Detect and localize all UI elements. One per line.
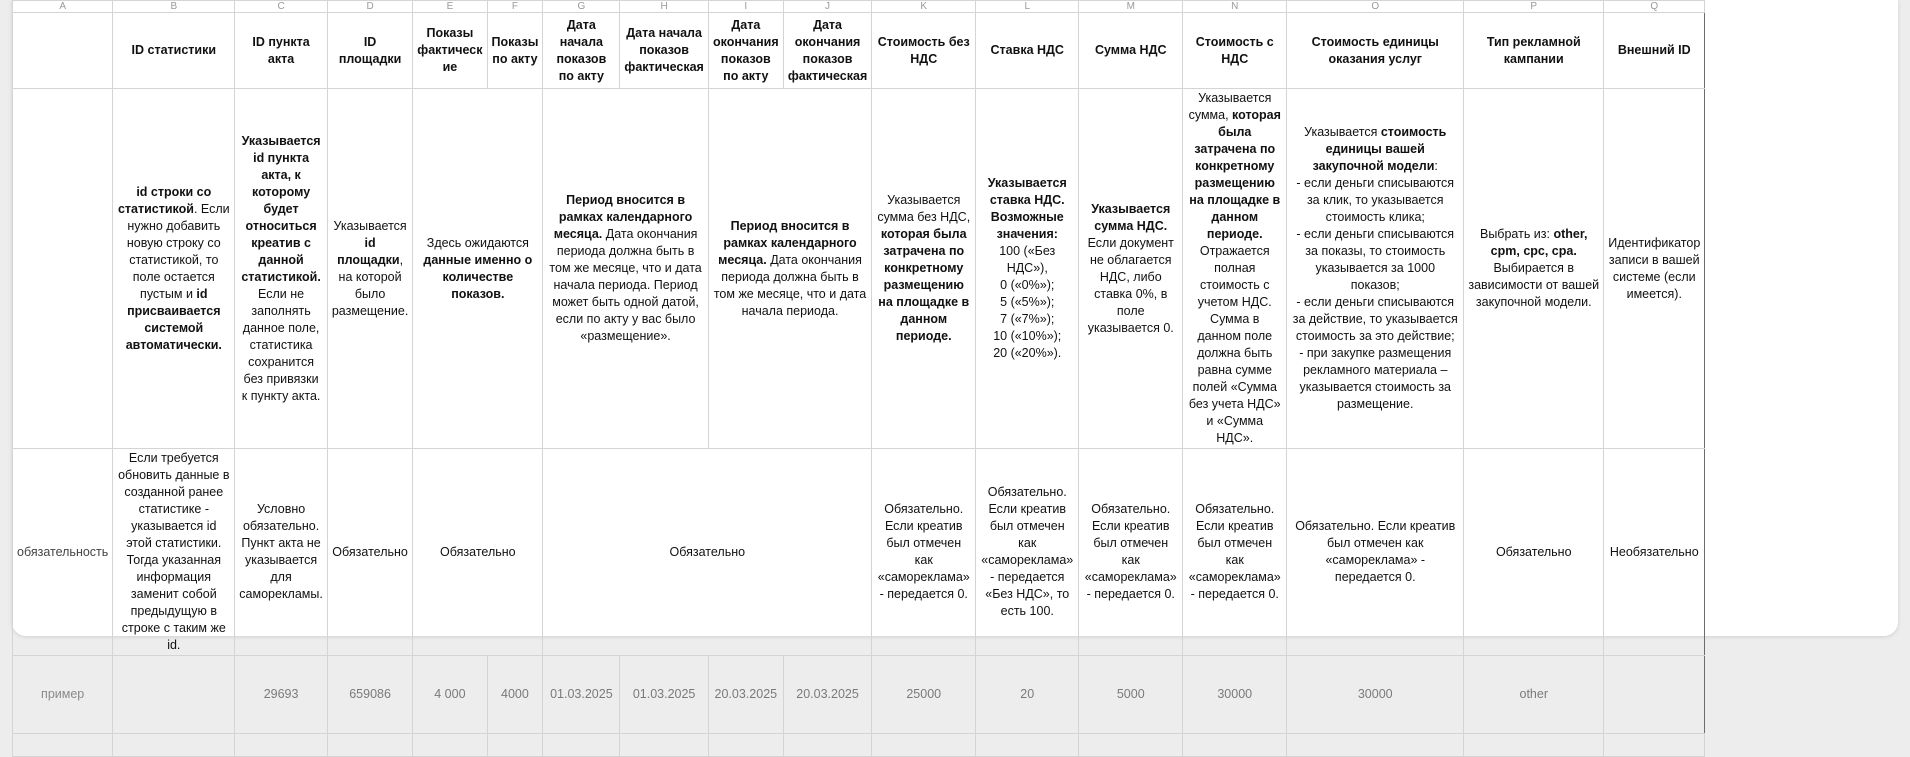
desc-vat-amount[interactable] (1079, 89, 1183, 449)
desc-ij-part2: Дата окончания периода должна быть в том же месяце, что и дата начала периода. (713, 252, 867, 318)
header-unit-cost[interactable]: Стоимость единицы оказания услуг (1287, 13, 1464, 89)
row-label-required[interactable]: обязательность (13, 449, 113, 656)
desc-o-part1: Указывается (1304, 125, 1381, 139)
req-id-statistics[interactable]: Если требуется обновить данные в созданной ранее статистике - указывается id этой статистики. Тогда указанная информация заменит собой предыдущую в строке с таким же id. (113, 449, 235, 656)
empty-cell-l[interactable] (976, 734, 1079, 757)
empty-cell-e[interactable] (413, 734, 487, 757)
desc-d-part2: id площадки (337, 235, 400, 267)
ex-start-date-actual[interactable]: 01.03.2025 (620, 656, 708, 734)
desc-n-part3: Отражается полная стоимость с учетом НДС. Сумма в данном поле должна быть равна сумме полей «Сумма без учета НДС» и «Сумма НДС». (1188, 244, 1281, 445)
vat-value-2: 5 («5%»); (1000, 295, 1055, 309)
empty-cell-m[interactable] (1079, 734, 1183, 757)
column-letter-k[interactable]: K (872, 1, 976, 13)
column-letter-l[interactable]: L (976, 1, 1079, 13)
desc-k-part2: которая была затрачена по конкретному размещению на площадке в данном периоде. (878, 227, 970, 343)
unit-cost-item-2: - если деньги списываются за действие, то указывается стоимость за это действие; (1292, 295, 1458, 343)
desc-campaign-type[interactable] (1464, 89, 1604, 449)
ex-unit-cost[interactable]: 30000 (1287, 656, 1464, 734)
ex-cost-with-vat[interactable]: 30000 (1183, 656, 1287, 734)
header-start-date-actual[interactable]: Дата начала показов фактическая (620, 13, 708, 89)
empty-cell-i[interactable] (708, 734, 783, 757)
header-impressions-actual[interactable]: Показы фактическ ие (413, 13, 487, 89)
empty-cell-d[interactable] (327, 734, 412, 757)
unit-cost-item-0: - если деньги списываются за клик, то указывается стоимость клика; (1296, 176, 1455, 224)
required-row (13, 449, 1705, 656)
desc-ef-part2: данные именно о количестве показов. (423, 252, 533, 301)
desc-m-part1: Указывается сумма НДС. (1091, 201, 1171, 233)
desc-cost-without-vat[interactable] (872, 89, 976, 449)
desc-id-act-item[interactable] (235, 89, 328, 449)
desc-b-part2: . Если нужно добавить новую строку со статистикой, то поле остается пустым и (126, 201, 230, 301)
empty-cell-o[interactable] (1287, 734, 1464, 757)
desc-k-part1: Указывается сумма без НДС, (877, 193, 971, 224)
column-letter-d[interactable]: D (327, 1, 412, 13)
header-vat-rate[interactable]: Ставка НДС (976, 13, 1079, 89)
desc-p-part1: Выбрать из: (1479, 227, 1554, 241)
empty-cell-h[interactable] (620, 734, 708, 757)
req-vat-rate[interactable]: Обязательно. Если креатив был отмечен как «самореклама» - передается «Без НДС», то есть 100. (976, 449, 1079, 656)
req-id-act-item[interactable]: Условно обязательно. Пункт акта не указывается для саморекламы. (235, 449, 328, 656)
desc-cost-with-vat[interactable] (1183, 89, 1287, 449)
empty-cell-g[interactable] (543, 734, 620, 757)
ex-end-date-actual[interactable]: 20.03.2025 (783, 656, 871, 734)
unit-cost-item-1: - если деньги списываются за показы, то стоимость указывается за 1000 показов; (1296, 227, 1455, 292)
ex-impressions-act[interactable]: 4000 (487, 656, 543, 734)
column-letter-e[interactable]: E (413, 1, 487, 13)
header-id-platform[interactable]: ID площадки (327, 13, 412, 89)
desc-external-id[interactable]: Идентификатор записи в вашей системе (если имеется). (1604, 89, 1705, 449)
req-impressions[interactable]: Обязательно (413, 449, 543, 656)
desc-d-part3: , на которой было размещение. (331, 252, 409, 318)
desc-c-part1: Указывается id пункта акта, к которому будет относиться креатив с данной статистикой. (241, 133, 321, 284)
column-letter-o[interactable]: O (1287, 1, 1464, 13)
desc-n-part1: Указывается сумма, (1188, 91, 1272, 122)
cell-a-description[interactable] (13, 89, 113, 449)
vat-value-1: 0 («0%»); (1000, 278, 1055, 292)
ex-cost-without-vat[interactable]: 25000 (872, 656, 976, 734)
header-start-date-act[interactable]: Дата начала показов по акту (543, 13, 620, 89)
desc-c-part2: Если не заполнять данное поле, статистика сохранится без привязки к пункту акта. (241, 286, 321, 403)
header-impressions-act[interactable]: Показы по акту (487, 13, 543, 89)
req-id-platform[interactable]: Обязательно (327, 449, 412, 656)
desc-unit-cost[interactable] (1287, 89, 1464, 449)
example-row (13, 656, 1705, 734)
ex-external-id[interactable] (1604, 656, 1705, 734)
desc-ef-part1: Здесь ожидаются (426, 235, 529, 250)
column-letter-h[interactable]: H (620, 1, 708, 13)
header-cost-with-vat[interactable]: Стоимость с НДС (1183, 13, 1287, 89)
empty-cell-c[interactable] (235, 734, 328, 757)
column-letter-p[interactable]: P (1464, 1, 1604, 13)
unit-cost-item-3: - при закупке размещения рекламного материала – указывается стоимость за размещение. (1299, 346, 1452, 411)
header-end-date-actual[interactable]: Дата окончания показов фактическая (783, 13, 871, 89)
spreadsheet (12, 0, 1898, 701)
header-id-act-item[interactable]: ID пункта акта (235, 13, 328, 89)
ex-vat-amount[interactable]: 5000 (1079, 656, 1183, 734)
desc-gh-part1: Период вносится в рамках календарного месяца. (553, 193, 693, 241)
empty-cell-a[interactable] (13, 734, 113, 757)
desc-end-dates[interactable] (708, 89, 871, 449)
header-end-date-act[interactable]: Дата окончания показов по акту (708, 13, 783, 89)
empty-cell-f[interactable] (487, 734, 543, 757)
column-letter-m[interactable]: M (1079, 1, 1183, 13)
desc-id-statistics[interactable] (113, 89, 235, 449)
description-row (13, 89, 1705, 449)
vat-value-0: 100 («Без НДС»), (999, 244, 1056, 275)
empty-cell-p[interactable] (1464, 734, 1604, 757)
ex-id-statistics[interactable] (113, 656, 235, 734)
desc-p-part3: Выбирается в зависимости от вашей закупочной модели. (1468, 261, 1600, 309)
header-id-statistics[interactable]: ID статистики (113, 13, 235, 89)
req-dates[interactable]: Обязательно (543, 449, 872, 656)
desc-o-part3: : (1434, 159, 1438, 173)
vat-value-4: 10 («10%»); (993, 329, 1062, 343)
vat-value-5: 20 («20%»). (993, 346, 1062, 360)
column-letter-g[interactable]: G (543, 1, 620, 13)
desc-start-dates[interactable] (543, 89, 708, 449)
desc-l-part1: Указывается ставка НДС. Возможные значения: (987, 176, 1067, 241)
ex-id-act-item[interactable]: 29693 (235, 656, 328, 734)
header-row (13, 13, 1705, 89)
column-letters-row (13, 1, 1705, 13)
req-unit-cost[interactable]: Обязательно. Если креатив был отмечен как «самореклама» - передается 0. (1287, 449, 1464, 656)
empty-cell-q[interactable] (1604, 734, 1705, 757)
empty-row (13, 734, 1705, 757)
desc-p-part2: other, cpm, cpc, cpa. (1490, 227, 1588, 258)
column-letter-c[interactable]: C (235, 1, 328, 13)
desc-ij-part1: Период вносится в рамках календарного месяца. (718, 218, 857, 267)
header-external-id[interactable]: Внешний ID (1604, 13, 1705, 89)
req-cost-without-vat[interactable]: Обязательно. Если креатив был отмечен как «самореклама» - передается 0. (872, 449, 976, 656)
empty-cell-b[interactable] (113, 734, 235, 757)
column-letter-i[interactable]: I (708, 1, 783, 13)
desc-d-part1: Указывается (333, 218, 407, 233)
ex-campaign-type[interactable]: other (1464, 656, 1604, 734)
column-letter-b[interactable]: B (113, 1, 235, 13)
empty-cell-j[interactable] (783, 734, 871, 757)
req-external-id[interactable]: Необязательно (1604, 449, 1705, 656)
header-campaign-type[interactable]: Тип рекламной кампании (1464, 13, 1604, 89)
header-cost-without-vat[interactable]: Стоимость без НДС (872, 13, 976, 89)
desc-b-part3: id присваивается системой автоматически. (125, 286, 222, 352)
ex-vat-rate[interactable]: 20 (976, 656, 1079, 734)
column-letter-f[interactable]: F (487, 1, 543, 13)
ex-id-platform[interactable]: 659086 (327, 656, 412, 734)
column-letter-j[interactable]: J (783, 1, 871, 13)
req-cost-with-vat[interactable]: Обязательно. Если креатив был отмечен как «самореклама» - передается 0. (1183, 449, 1287, 656)
empty-cell-k[interactable] (872, 734, 976, 757)
req-vat-amount[interactable]: Обязательно. Если креатив был отмечен как «самореклама» - передается 0. (1079, 449, 1183, 656)
desc-n-part2: которая была затрачена по конкретному размещению на площадке в данном периоде. (1189, 108, 1281, 241)
desc-m-part2: Если документ не облагается НДС, либо ставка 0%, в поле указывается 0. (1087, 235, 1174, 335)
desc-impressions[interactable] (413, 89, 543, 449)
header-vat-amount[interactable]: Сумма НДС (1079, 13, 1183, 89)
desc-vat-rate[interactable] (976, 89, 1079, 449)
ex-start-date-act[interactable]: 01.03.2025 (543, 656, 620, 734)
req-campaign-type[interactable]: Обязательно (1464, 449, 1604, 656)
desc-o-part2: стоимость единицы вашей закупочной модели (1312, 125, 1447, 173)
spreadsheet-grid (12, 0, 1705, 757)
cell-a-header[interactable] (13, 13, 113, 89)
vat-value-3: 7 («7%»); (1000, 312, 1055, 326)
desc-gh-part2: Дата окончания периода должна быть в том же месяце, что и дата начала периода. Период может быть одной датой, если по акту у вас было «размещение». (549, 227, 702, 343)
column-letter-a[interactable]: A (13, 1, 113, 13)
desc-id-platform[interactable] (327, 89, 412, 449)
empty-cell-n[interactable] (1183, 734, 1287, 757)
ex-impressions-actual[interactable]: 4 000 (413, 656, 487, 734)
column-letter-n[interactable]: N (1183, 1, 1287, 13)
ex-end-date-act[interactable]: 20.03.2025 (708, 656, 783, 734)
desc-b-part1: id строки со статистикой (117, 184, 212, 216)
column-letter-q[interactable]: Q (1604, 1, 1705, 13)
row-label-example[interactable]: пример (13, 656, 113, 734)
